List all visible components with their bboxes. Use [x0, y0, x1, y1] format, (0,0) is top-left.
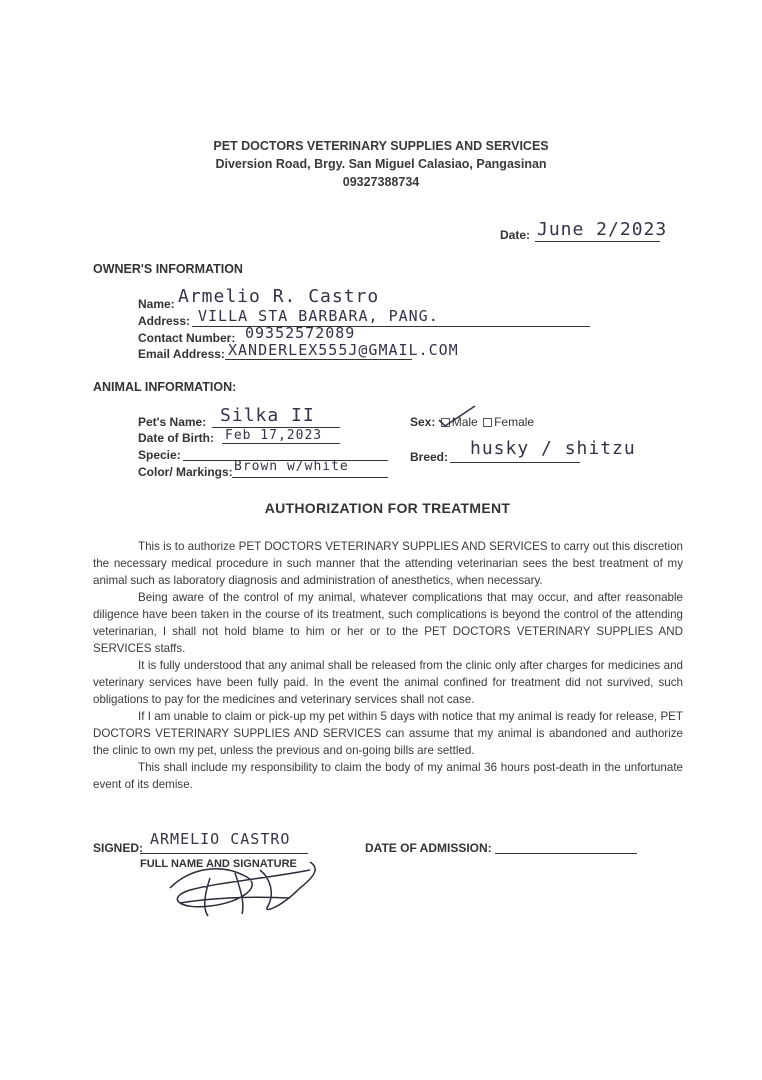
- breed-value: husky / shitzu: [470, 438, 636, 459]
- owner-address-value: VILLA STA BARBARA, PANG.: [198, 307, 439, 325]
- owner-name-label: Name:: [138, 297, 175, 311]
- pet-name-label: Pet's Name:: [138, 415, 207, 429]
- animal-section-title: ANIMAL INFORMATION:: [93, 380, 237, 394]
- clinic-phone: 09327388734: [342, 175, 420, 189]
- admission-label: DATE OF ADMISSION:: [365, 841, 492, 855]
- color-label: Color/ Markings:: [138, 465, 233, 479]
- owner-section-title: OWNER'S INFORMATION: [93, 262, 243, 276]
- male-checkmark-icon: [437, 404, 477, 428]
- clinic-name: PET DOCTORS VETERINARY SUPPLIES AND SERVICES: [213, 139, 549, 153]
- owner-contact-value: 09352572089: [245, 324, 356, 342]
- signature-scribble: [150, 848, 330, 920]
- date-line: [535, 241, 660, 242]
- color-value: Brown w/white: [234, 459, 349, 474]
- sex-male-label: Male: [451, 415, 478, 429]
- sex-label: Sex:: [410, 415, 436, 429]
- date-value: June 2/2023: [537, 219, 668, 240]
- dob-value: Feb 17,2023: [225, 428, 323, 443]
- authorization-title: AUTHORIZATION FOR TREATMENT: [264, 500, 511, 516]
- breed-label: Breed:: [410, 450, 449, 464]
- dob-label: Date of Birth:: [138, 431, 214, 445]
- authorization-paragraph: This shall include my responsibility to claim the body of my animal 36 hours post-death in the unfortunate event of its demise.: [93, 761, 683, 791]
- date-label: Date:: [500, 228, 531, 242]
- full-name-signature-label: FULL NAME AND SIGNATURE: [140, 858, 297, 870]
- email-line: [225, 359, 412, 360]
- owner-name-value: Armelio R. Castro: [178, 286, 380, 307]
- pet-name-value: Silka II: [220, 405, 315, 426]
- admission-line: [495, 853, 637, 854]
- specie-label: Specie:: [138, 448, 181, 462]
- clinic-address: Diversion Road, Brgy. San Miguel Calasiao, Pangasinan: [215, 157, 547, 171]
- color-line: [232, 477, 388, 478]
- authorization-paragraph: It is fully understood that any animal shall be released from the clinic only after charges for medicines and veterinary services have been fully paid. In the event the animal confined for treatment did not survived, such obligations to pay for the medicines and veterinary services shall not case.: [93, 659, 683, 706]
- authorization-paragraph: If I am unable to claim or pick-up my pet within 5 days with notice that my animal is ready for release, PET DOCTORS VETERINARY SUPPLIES AND SERVICES can assume that my animal is abandoned and authorize the clinic to own my pet, unless the previous and on-going bills are settled.: [93, 710, 683, 757]
- breed-line: [450, 462, 580, 463]
- sex-female-label: Female: [494, 415, 535, 429]
- owner-address-label: Address:: [138, 314, 191, 328]
- owner-contact-label: Contact Number:: [138, 331, 236, 345]
- authorization-paragraph: Being aware of the control of my animal, whatever complications that may occur, and after reasonable diligence have been taken in the course of its treatment, such complications is beyond the control of the attending veterinarian, I shall not hold blame to him or her or to the PET DOCTORS VETERINARY SUPPLIES AND SERVICES staffs.: [93, 591, 683, 655]
- female-checkbox[interactable]: [483, 418, 492, 427]
- owner-email-value: XANDERLEX555J@GMAIL.COM: [228, 341, 459, 359]
- authorization-paragraph: This is to authorize PET DOCTORS VETERINARY SUPPLIES AND SERVICES to carry out this discretion the necessary medical procedure in such manner that the attending veterinarian sees the best treatment of my animal such as laboratory diagnosis and administration of anesthetics, when necessary.: [93, 540, 683, 587]
- authorization-body: [93, 538, 683, 793]
- signed-label: SIGNED:: [93, 841, 144, 855]
- dob-line: [222, 443, 340, 444]
- owner-email-label: Email Address:: [138, 347, 225, 361]
- signed-value: ARMELIO CASTRO: [150, 830, 291, 848]
